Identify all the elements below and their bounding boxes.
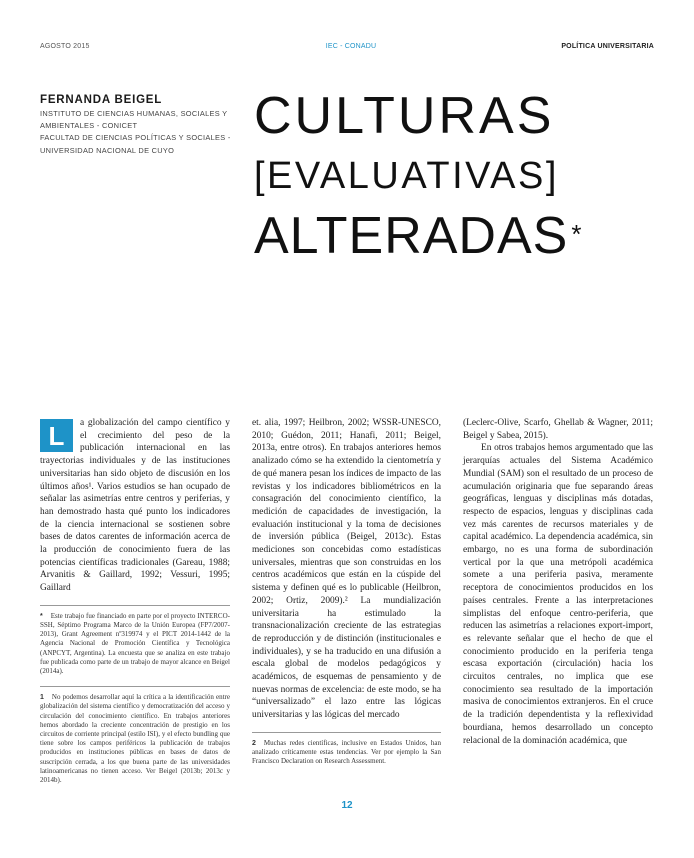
footnote-text: Este trabajo fue financiado en parte por el proyecto INTERCO-SSH, Séptimo Programa Marco de la Unión Europea (FP7/2007-2013), Grant Agreement nº319974 y el PICT 2014-1442 de la Agencia Nacional de Promoción Científica y Tecnológica (ANPCYT, Argentina). La encuesta que se analiza en este trabajo fue publicada como parte de un trabajo de mayor alcance en Beigel (2014a). (40, 611, 230, 676)
body-paragraph: (Leclerc-Olive, Scarfo, Ghellab & Wagner, 2011; Beigel y Sabea, 2015). (463, 418, 653, 441)
header-date: AGOSTO 2015 (40, 43, 90, 50)
page-number: 12 (341, 800, 353, 811)
footnote-mark: 2 (252, 739, 256, 747)
footnote-mark: * (40, 612, 43, 620)
footnote-mark: 1 (40, 694, 44, 702)
title-line-3-text: ALTERADAS (254, 207, 569, 265)
affiliation-line: FACULTAD DE CIENCIAS POLÍTICAS Y SOCIALES - (40, 133, 231, 143)
author-block (40, 94, 240, 157)
body-text: a globalización del campo científico y el crecimiento del peso de la publicación internacional en las trayectorias individuales y de las instituciones universitarias han sido objeto de discusión en los últimos años¹. Varios estudios se han ocupado de señalar las asimetrías entre centros y periferias, y han demostrado hasta qué punto los indicadores de la ciencia internacional se sostienen sobre bases de datos carentes de información acerca de la producción de conocimiento fuera de las potencias científicas tradicionales (Gareau, 1988; Arvanitis & Gaillard, 1992; Vessuri, 1995; Gaillard (40, 418, 230, 594)
body-paragraph: et. alia, 1997; Heilbron, 2002; WSSR-UNESCO, 2010; Guédon, 2011; Hanafi, 2011; Beigel, 2013a, entre otros). En trabajos anteriores hemos analizado cómo se ha extendido la cientometría y de qué manera pesan los índices de impacto de las revistas y los indicadores bibliométricos en la consagración del conocimiento científico, la medición de capacidades de investigación, la evaluación institucional y la toma de decisiones de inversión pública (Beigel, 2013c). Estas mediciones son concebidas como estadísticas universales, mientras que son construidas en los centros académicos que están en la cúspide del sistema y definen qué es lo publicable (Heilbron, 2002; Ortiz, 2009).² La mundialización universitaria ha estimulado la transnacionalización creciente de las estrategias de reproducción y de distinción (institucionales e individuales), y se ha traducido en una difusión a escala global de modelos pedagógicos y académicos, de esquemas de pensamiento y de nuevas normas de excelencia: de este modo, se ha “universalizado” el lazo entre las lógicas universitarias y las lógicas del mercado (252, 418, 441, 721)
author-name: FERNANDA BEIGEL (40, 94, 163, 106)
footnote-text: No podemos desarrollar aquí la crítica a la identificación entre globalización del sistema científico y democratización del acceso y circulación del conocimiento científico. En trabajos anteriores hemos abordado la creciente concentración de prestigio en los circuitos de corriente principal (estilo ISI), y el efecto bundling que tiene sobre los campos periféricos la publicación de trabajos producidos en instituciones públicas en bases de datos de suscripción cerrada, a los que buena parte de las universidades latinoamericanas no tienen acceso. Ver Beigel (2013b; 2013c y 2014b). (40, 693, 230, 785)
title-line-3 (254, 204, 582, 268)
drop-cap: L (40, 419, 73, 452)
article-title (254, 84, 582, 268)
footnote-divider (40, 605, 230, 606)
header-section: POLÍTICA UNIVERSITARIA (561, 43, 654, 50)
footnote-1 (40, 693, 230, 785)
body-paragraph: En otros trabajos hemos argumentado que las jerarquías actuales del Sistema Académico Mundial (SAM) son el resultado de un proceso de acumulación originaria que fue separando áreas geográficas, lenguas y disciplinas más dotadas, respecto de espacios, lenguas y disciplinas cada vez más carentes de recursos materiales y de capital académico. La dependencia académica, sin embargo, no es una forma de subordinación vertical por la que una metrópoli académica somete a una periferia pasiva, meramente receptora de conocimientos producidos en los países centrales. Frente a las interpretaciones simplistas del enfoque centro-periferia, que reducen las asimetrías a relaciones export-import, es relevante señalar que el hecho de que el conocimiento producido en la periferia tenga escasa exportación (circulación) hacia los circuitos centrales, no implica que ese conocimiento sea resultado de la importación masiva de conocimientos extranjeros. En el cruce de la tradición dependentista y la reflexividad bourdiana, hemos desarrollado un concepto relacional de la dominación académica, que (463, 443, 653, 746)
affiliation-line: UNIVERSIDAD NACIONAL DE CUYO (40, 145, 175, 155)
title-line-2: [EVALUATIVAS] (254, 155, 559, 197)
footnote-star (40, 612, 230, 676)
footnote-text: Muchas redes científicas, inclusive en Estados Unidos, han analizado críticamente estas tendencias. Ver por ejemplo la San Francisco Declaration on Research Assessment. (252, 738, 441, 766)
header-publisher: IEC - CONADU (325, 43, 377, 50)
column-1 (40, 417, 230, 785)
column-3 (463, 417, 653, 747)
column-2 (252, 417, 441, 766)
footnote-2 (252, 739, 441, 767)
affiliation-line: AMBIENTALES - CONICET (40, 121, 138, 131)
affiliation-line: INSTITUTO DE CIENCIAS HUMANAS, SOCIALES Y (40, 109, 228, 118)
title-line-1: CULTURAS (254, 87, 555, 145)
title-footnote-mark: * (571, 219, 583, 249)
footnote-divider (40, 686, 230, 687)
footnote-divider (252, 732, 441, 733)
author-affiliation (40, 108, 240, 157)
body-paragraph (40, 417, 230, 595)
